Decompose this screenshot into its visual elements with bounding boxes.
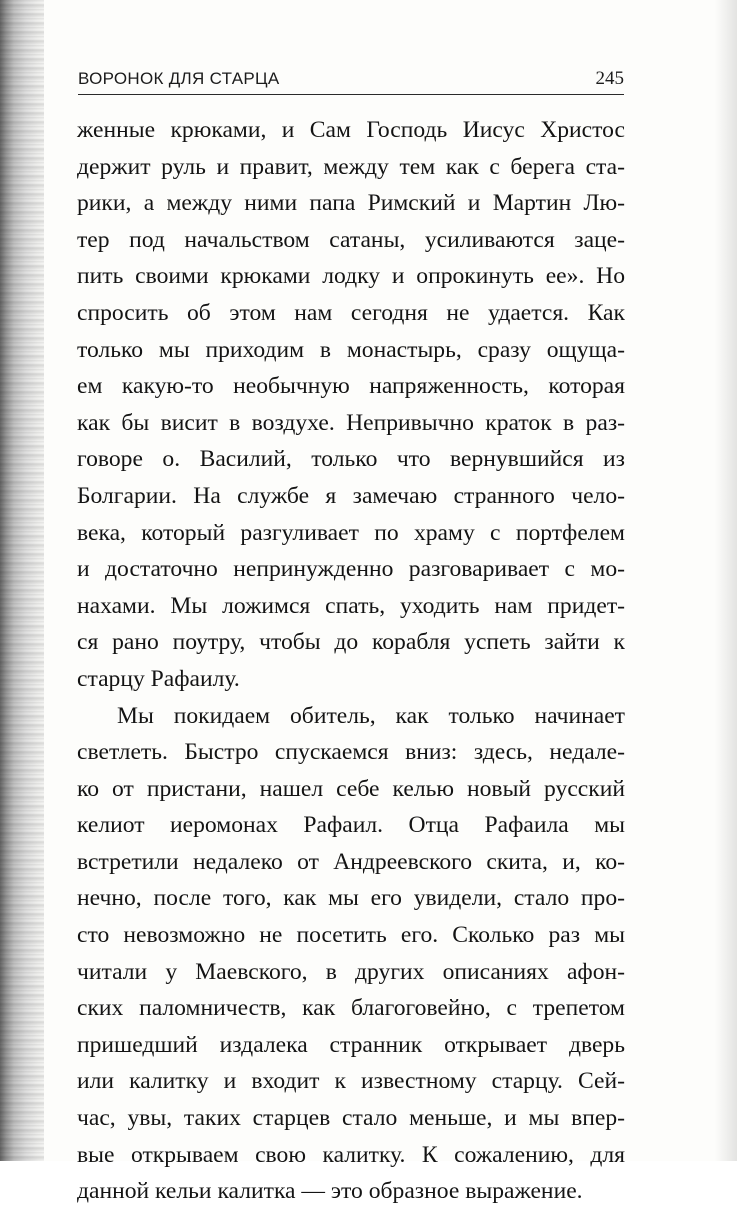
text-line: вые открываем свою калитку. К сожалению, для: [77, 1141, 625, 1168]
text-line: ся рано поутру, чтобы до корабля успеть зайти к: [77, 629, 625, 656]
text-line: говоре о. Василий, только что вернувшийся из: [77, 446, 625, 473]
text-line: старцу Рафаилу.: [77, 665, 240, 692]
text-line: века, который разгуливает по храму с портфелем: [77, 519, 625, 546]
text-line: как бы висит в воздухе. Непривычно краток в раз-: [77, 409, 625, 436]
page-number: 245: [595, 68, 624, 89]
binding-edge-shadow: [0, 0, 44, 1161]
text-line: келиот иеромонах Рафаил. Отца Рафаила мы: [77, 812, 625, 839]
text-line: рики, а между ними папа Римский и Мартин Лю-: [77, 190, 625, 217]
text-line: тер под начальством сатаны, усиливаются заце-: [77, 226, 625, 253]
text-line: спросить об этом нам сегодня не удается. Как: [77, 299, 625, 326]
page-edge-shadow: [715, 0, 737, 1161]
running-header: [78, 64, 624, 95]
text-line: данной кельи калитка — это образное выражение.: [77, 1178, 583, 1205]
body-text: [77, 112, 625, 1210]
text-line: пить своими крюками лодку и опрокинуть ее». Но: [77, 263, 625, 290]
text-line: Болгарии. На службе я замечаю странного чело-: [77, 482, 625, 509]
running-title: ВОРОНОК ДЛЯ СТАРЦА: [78, 69, 280, 88]
text-line: час, увы, таких старцев стало меньше, и мы впер-: [77, 1105, 625, 1132]
text-line: встретили недалеко от Андреевского скита, и, ко-: [77, 848, 625, 875]
text-line: только мы приходим в монастырь, сразу ощуща-: [77, 336, 625, 363]
text-line: или калитку и входит к известному старцу. Сей-: [77, 1068, 625, 1095]
text-line: ко от пристани, нашел себе келью новый русский: [77, 775, 625, 802]
text-line: светлеть. Быстро спускаемся вниз: здесь, недале-: [77, 739, 625, 766]
text-line: ских паломничеств, как благоговейно, с трепетом: [77, 995, 625, 1022]
text-line: пришедший издалека странник открывает дверь: [77, 1031, 625, 1058]
text-line: нахами. Мы ложимся спать, уходить нам придет-: [77, 592, 625, 619]
text-line: держит руль и правит, между тем как с берега ста-: [77, 153, 625, 180]
paragraph-1: [77, 112, 625, 698]
text-line: читали у Маевского, в других описаниях афон-: [77, 958, 625, 985]
text-line: ем какую-то необычную напряженность, которая: [77, 373, 625, 400]
text-line: сто невозможно не посетить его. Сколько раз мы: [77, 922, 625, 949]
text-line: нечно, после того, как мы его увидели, стало про-: [77, 885, 625, 912]
text-line: Мы покидаем обитель, как только начинает: [117, 702, 625, 729]
paragraph-2: [77, 698, 625, 1210]
text-line: женные крюками, и Сам Господь Иисус Христос: [77, 117, 625, 143]
text-line: и достаточно непринужденно разговаривает с мо-: [77, 556, 625, 583]
